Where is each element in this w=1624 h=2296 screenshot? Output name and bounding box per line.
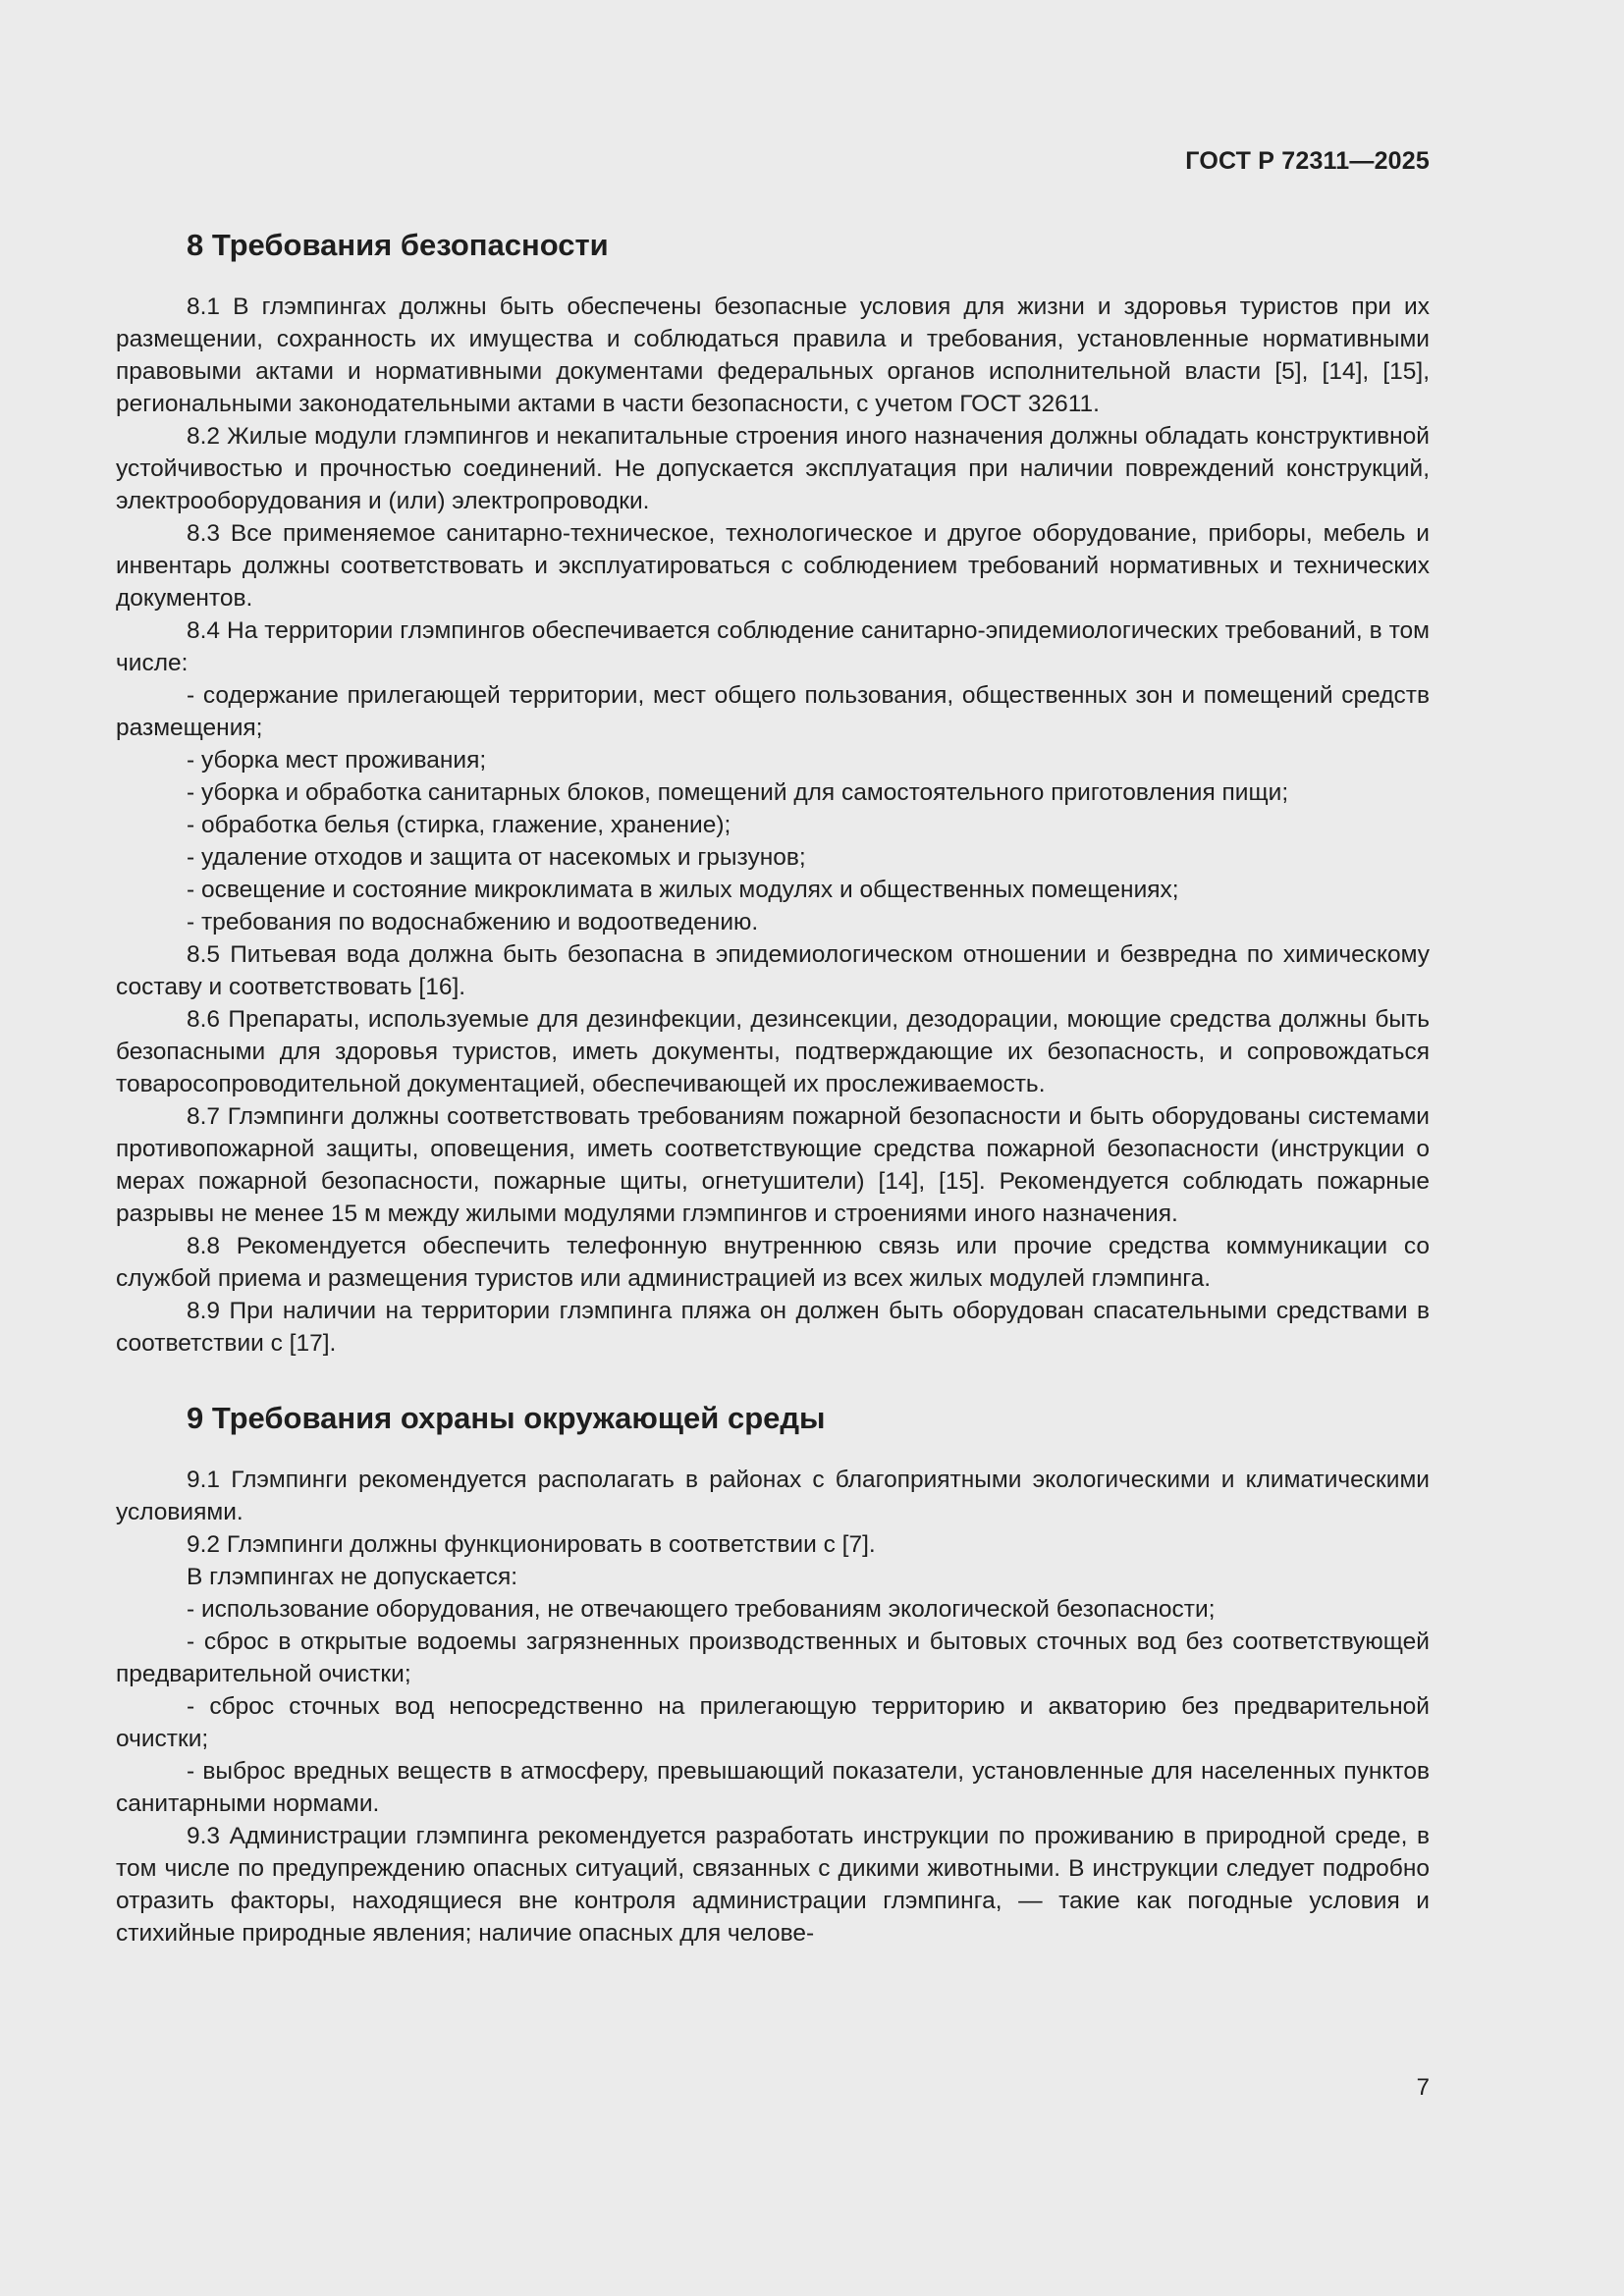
paragraph-9-2: 9.2 Глэмпинги должны функционировать в соответствии с [7]. bbox=[187, 1531, 876, 1558]
paragraph-9-3: 9.3 Администрации глэмпинга рекомендуется разработать инструкции по проживанию в природной среде, в том числе по предупреждению опасных ситуаций, связанных с дикими животными. В инструкции следует подробно отразить факторы, находящиеся вне контроля администрации глэмпинга, — такие как погодные условия и стихийные природные явления; наличие опасных для челове- bbox=[116, 1823, 1430, 1947]
list-item: - удаление отходов и защита от насекомых и грызунов; bbox=[187, 844, 806, 871]
paragraph-8-5: 8.5 Питьевая вода должна быть безопасна в эпидемиологическом отношении и безвредна по химическому составу и соответствовать [16]. bbox=[116, 941, 1430, 1000]
paragraph-8-7: 8.7 Глэмпинги должны соответствовать требованиям пожарной безопасности и быть оборудованы системами противопожарной защиты, оповещения, иметь соответствующие средства пожарной безопасности (инструкции о мерах пожарной безопасности, пожарные щиты, огнетушители) [14], [15]. Рекомендуется соблюдать пожарные разрывы не менее 15 м между жилыми модулями глэмпингов и строениями иного назначения. bbox=[116, 1103, 1430, 1227]
list-item: - требования по водоснабжению и водоотведению. bbox=[187, 909, 759, 935]
section-9-title: 9 Требования охраны окружающей среды bbox=[187, 1401, 826, 1435]
section-8-body bbox=[116, 291, 1430, 1360]
section-9-body bbox=[116, 1464, 1430, 1949]
paragraph-9-2-intro: В глэмпингах не допускается: bbox=[187, 1564, 518, 1590]
paragraph-8-9: 8.9 При наличии на территории глэмпинга пляжа он должен быть оборудован спасательными средствами в соответствии с [17]. bbox=[116, 1298, 1430, 1357]
section-8-title: 8 Требования безопасности bbox=[187, 228, 609, 262]
list-item: - сброс сточных вод непосредственно на прилегающую территорию и акваторию без предварительной очистки; bbox=[116, 1693, 1430, 1752]
document-code: ГОСТ Р 72311—2025 bbox=[1185, 147, 1430, 175]
paragraph-8-1: 8.1 В глэмпингах должны быть обеспечены безопасные условия для жизни и здоровья туристов при их размещении, сохранность их имущества и соблюдаться правила и требования, установленные нормативными правовыми актами и нормативными документами федеральных органов исполнительной власти [5], [14], [15], региональными законодательными актами в части безопасности, с учетом ГОСТ 32611. bbox=[116, 294, 1430, 417]
paragraph-8-3: 8.3 Все применяемое санитарно-техническое, технологическое и другое оборудование, приборы, мебель и инвентарь должны соответствовать и эксплуатироваться с соблюдением требований нормативных и технических документов. bbox=[116, 520, 1430, 612]
paragraph-8-6: 8.6 Препараты, используемые для дезинфекции, дезинсекции, дезодорации, моющие средства должны быть безопасными для здоровья туристов, иметь документы, подтверждающие их безопасность, и сопровождаться товаросопроводительной документацией, обеспечивающей их прослеживаемость. bbox=[116, 1006, 1430, 1097]
list-item: - выброс вредных веществ в атмосферу, превышающий показатели, установленные для населенных пунктов санитарными нормами. bbox=[116, 1758, 1430, 1817]
page-content bbox=[116, 216, 1430, 1949]
paragraph-8-2: 8.2 Жилые модули глэмпингов и некапитальные строения иного назначения должны обладать конструктивной устойчивостью и прочностью соединений. Не допускается эксплуатация при наличии повреждений конструкций, электрооборудования и (или) электропроводки. bbox=[116, 423, 1430, 514]
page-number: 7 bbox=[1416, 2074, 1430, 2101]
paragraph-8-4: 8.4 На территории глэмпингов обеспечивается соблюдение санитарно-эпидемиологических требований, в том числе: bbox=[116, 617, 1430, 676]
list-item: - сброс в открытые водоемы загрязненных производственных и бытовых сточных вод без соответствующей предварительной очистки; bbox=[116, 1629, 1430, 1687]
list-item: - обработка белья (стирка, глажение, хранение); bbox=[187, 812, 731, 838]
list-item: - уборка мест проживания; bbox=[187, 747, 487, 774]
list-item: - освещение и состояние микроклимата в жилых модулях и общественных помещениях; bbox=[187, 877, 1179, 903]
paragraph-8-8: 8.8 Рекомендуется обеспечить телефонную внутреннюю связь или прочие средства коммуникации со службой приема и размещения туристов или администрацией из всех жилых модулей глэмпинга. bbox=[116, 1233, 1430, 1292]
paragraph-9-1: 9.1 Глэмпинги рекомендуется располагать в районах с благоприятными экологическими и климатическими условиями. bbox=[116, 1467, 1430, 1525]
list-item: - уборка и обработка санитарных блоков, помещений для самостоятельного приготовления пищи; bbox=[187, 779, 1289, 806]
list-item: - использование оборудования, не отвечающего требованиям экологической безопасности; bbox=[187, 1596, 1216, 1623]
list-item: - содержание прилегающей территории, мест общего пользования, общественных зон и помещений средств размещения; bbox=[116, 682, 1430, 741]
